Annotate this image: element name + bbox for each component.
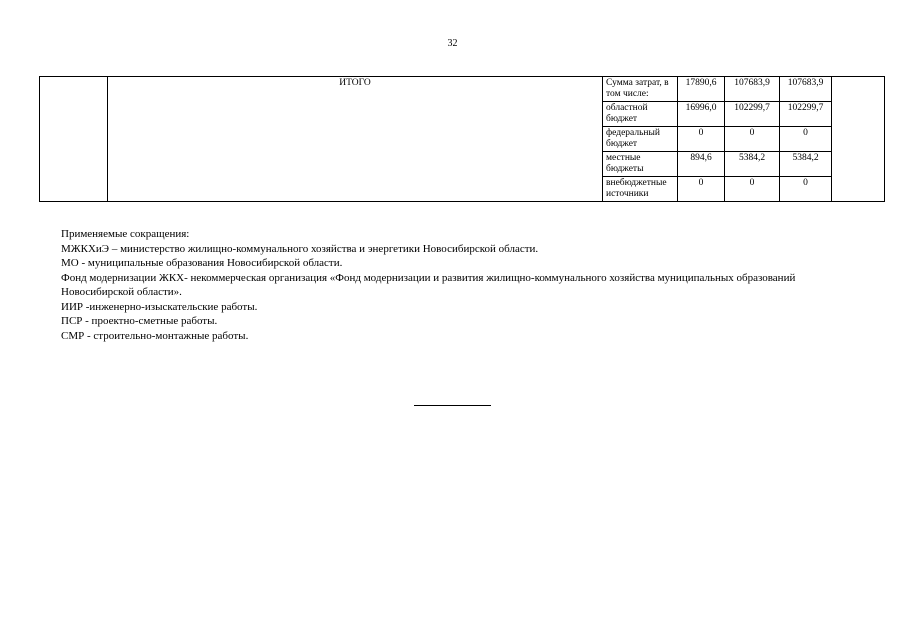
value-cell: 107683,9 xyxy=(725,77,780,102)
total-title: ИТОГО xyxy=(108,77,603,202)
value-cell: 0 xyxy=(678,127,725,152)
value-cell: 16996,0 xyxy=(678,102,725,127)
empty-cell xyxy=(40,77,108,202)
row-label: местные бюджеты xyxy=(603,152,678,177)
value-cell: 5384,2 xyxy=(725,152,780,177)
empty-cell xyxy=(832,77,885,202)
row-label: Сумма затрат, в том числе: xyxy=(603,77,678,102)
note-line: Фонд модернизации ЖКХ- некоммерческая организация «Фонд модернизации и развития жилищно-коммунального хозяйства муниципальных образований Новосибирской области». xyxy=(61,271,796,298)
value-cell: 17890,6 xyxy=(678,77,725,102)
value-cell: 0 xyxy=(780,177,832,202)
value-cell: 0 xyxy=(725,177,780,202)
page-number: 32 xyxy=(447,38,458,49)
value-cell: 102299,7 xyxy=(780,102,832,127)
note-line: МО - муниципальные образования Новосибирской области. xyxy=(61,257,343,269)
note-line: ИИР -инженерно-изыскательские работы. xyxy=(61,300,258,313)
value-cell: 5384,2 xyxy=(780,152,832,177)
totals-table xyxy=(39,76,885,202)
value-cell: 894,6 xyxy=(678,152,725,177)
note-line: ПСР - проектно-сметные работы. xyxy=(61,315,218,327)
value-cell: 0 xyxy=(725,127,780,152)
table-row xyxy=(40,77,885,102)
note-line: МЖКХиЭ – министерство жилищно-коммунального хозяйства и энергетики Новосибирской области. xyxy=(61,242,539,255)
value-cell: 107683,9 xyxy=(780,77,832,102)
value-cell: 0 xyxy=(678,177,725,202)
abbreviations-notes xyxy=(61,227,851,343)
note-line: СМР - строительно-монтажные работы. xyxy=(61,329,249,342)
value-cell: 0 xyxy=(780,127,832,152)
row-label: федеральный бюджет xyxy=(603,127,678,152)
row-label: внебюджетные источники xyxy=(603,177,678,202)
value-cell: 102299,7 xyxy=(725,102,780,127)
row-label: областной бюджет xyxy=(603,102,678,127)
notes-heading: Применяемые сокращения: xyxy=(61,228,190,240)
end-divider xyxy=(414,405,491,406)
